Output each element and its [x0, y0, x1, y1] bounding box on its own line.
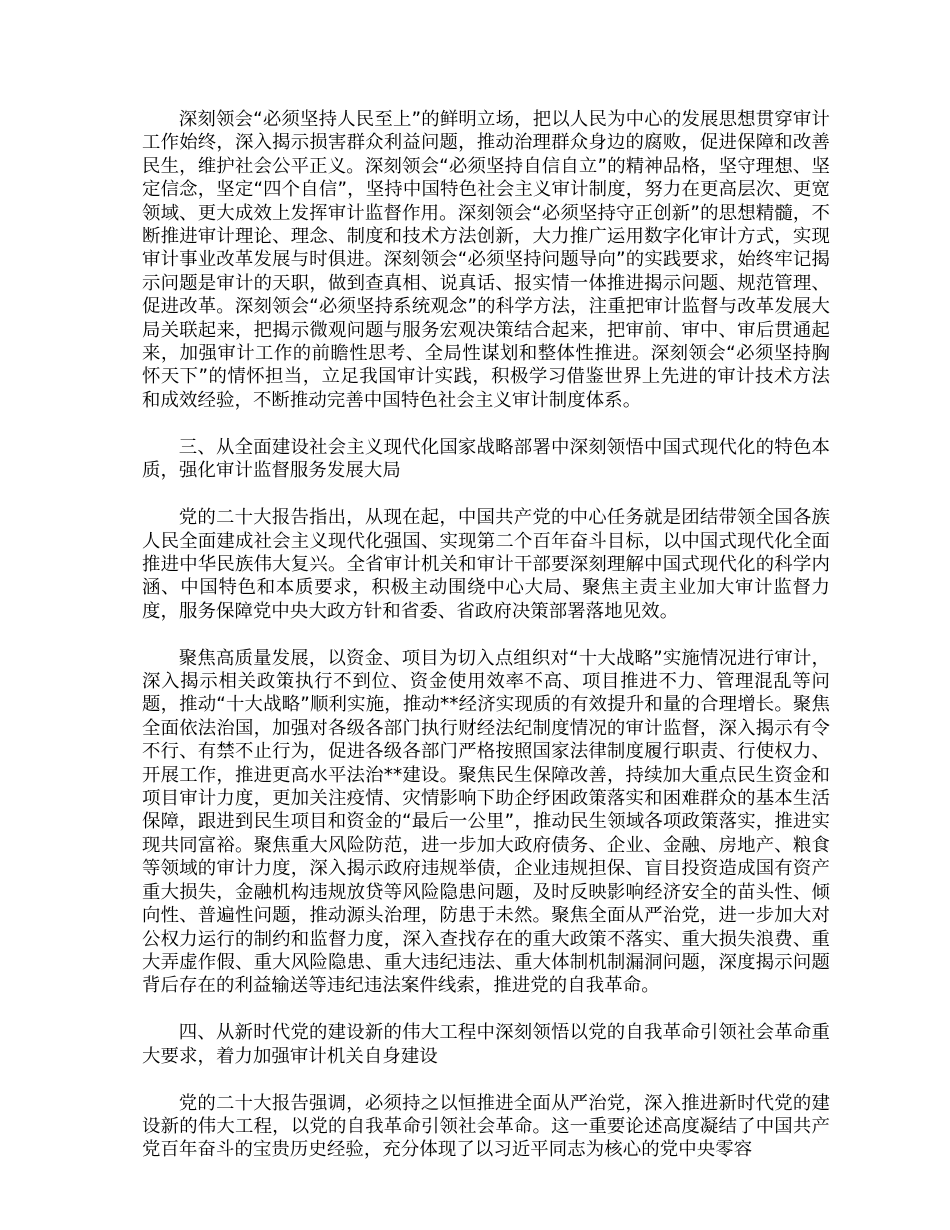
paragraph-leadership-principles: 深刻领会“必须坚持人民至上”的鲜明立场，把以人民为中心的发展思想贯穿审计工作始终，深入揭示损害群众利益问题，推动治理群众身边的腐败，促进保障和改善民生，维护社会公平正义。深刻领会“必须坚持自信自立”的精神品格，坚守理想、坚定信念，坚定“四个自信”，坚持中国特色社会主义审计制度，努力在更高层次、更宽领域、更大成效上发挥审计监督作用。深刻领会“必须坚持守正创新”的思想精髓，不断推进审计理论、理念、制度和技术方法创新，大力推广运用数字化审计方式，实现审计事业改革发展与时俱进。深刻领会“必须坚持问题导向”的实践要求，始终牢记揭示问题是审计的天职，做到查真相、说真话、报实情一体推进揭示问题、规范管理、促进改革。深刻领会“必须坚持系统观念”的科学方法，注重把审计监督与改革发展大局关联起来，把揭示微观问题与服务宏观决策结合起来，把审前、审中、审后贯通起来，加强审计工作的前瞻性思考、全局性谋划和整体性推进。深刻领会“必须坚持胸怀天下”的情怀担当，立足我国审计实践，积极学习借鉴世界上先进的审计技术方法和成效经验，不断推动完善中国特色社会主义审计制度体系。 — [142, 109, 830, 411]
section-heading-four: 四、从新时代党的建设新的伟大工程中深刻领悟以党的自我革命引领社会革命重大要求，着力加强审计机关自身建设 — [142, 1022, 830, 1067]
document-page — [142, 108, 830, 1162]
section-heading-three: 三、从全面建设社会主义现代化国家战略部署中深刻领悟中国式现代化的特色本质，强化审计监督服务发展大局 — [142, 436, 830, 482]
paragraph-party-building: 党的二十大报告强调，必须持之以恒推进全面从严治党，深入推进新时代党的建设新的伟大工程，以党的自我革命引领社会革命。这一重要论述高度凝结了中国共产党百年奋斗的宝贵历史经验，充分体现了以习近平同志为核心的党中央零容 — [142, 1092, 830, 1161]
paragraph-modernization: 党的二十大报告指出，从现在起，中国共产党的中心任务就是团结带领全国各族人民全面建成社会主义现代化强国、实现第二个百年奋斗目标，以中国式现代化全面推进中华民族伟大复兴。全省审计机关和审计干部要深刻理解中国式现代化的科学内涵、中国特色和本质要求，积极主动围绕中心大局、聚焦主责主业加大审计监督力度，服务保障党中央大政方针和省委、省政府决策部署落地见效。 — [142, 507, 830, 622]
paragraph-focus-areas: 聚焦高质量发展，以资金、项目为切入点组织对“十大战略”实施情况进行审计，深入揭示相关政策执行不到位、资金使用效率不高、项目推进不力、管理混乱等问题，推动“十大战略”顺利实施，推动**经济实现质的有效提升和量的合理增长。聚焦全面依法治国，加强对各级各部门执行财经法纪制度情况的审计监督，深入揭示有令不行、有禁不止行为，促进各级各部门严格按照国家法律制度履行职责、行使权力、开展工作，推进更高水平法治**建设。聚焦民生保障改善，持续加大重点民生资金和项目审计力度，更加关注疫情、灾情影响下助企纾困政策落实和困难群众的基本生活保障，跟进到民生项目和资金的“最后一公里”，推动民生领域各项政策落实，推进实现共同富裕。聚焦重大风险防范，进一步加大政府债务、企业、金融、房地产、粮食等领域的审计力度，深入揭示政府违规举债，企业违规担保、盲目投资造成国有资产重大损失，金融机构违规放贷等风险隐患问题，及时反映影响经济安全的苗头性、倾向性、普遍性问题，推动源头治理，防患于未然。聚焦全面从严治党，进一步加大对公权力运行的制约和监督力度，深入查找存在的重大政策不落实、重大损失浪费、重大弄虚作假、重大风险隐患、重大违纪违法、重大体制机制漏洞问题，深度揭示问题背后存在的利益输送等违纪违法案件线索，推进党的自我革命。 — [142, 647, 830, 997]
